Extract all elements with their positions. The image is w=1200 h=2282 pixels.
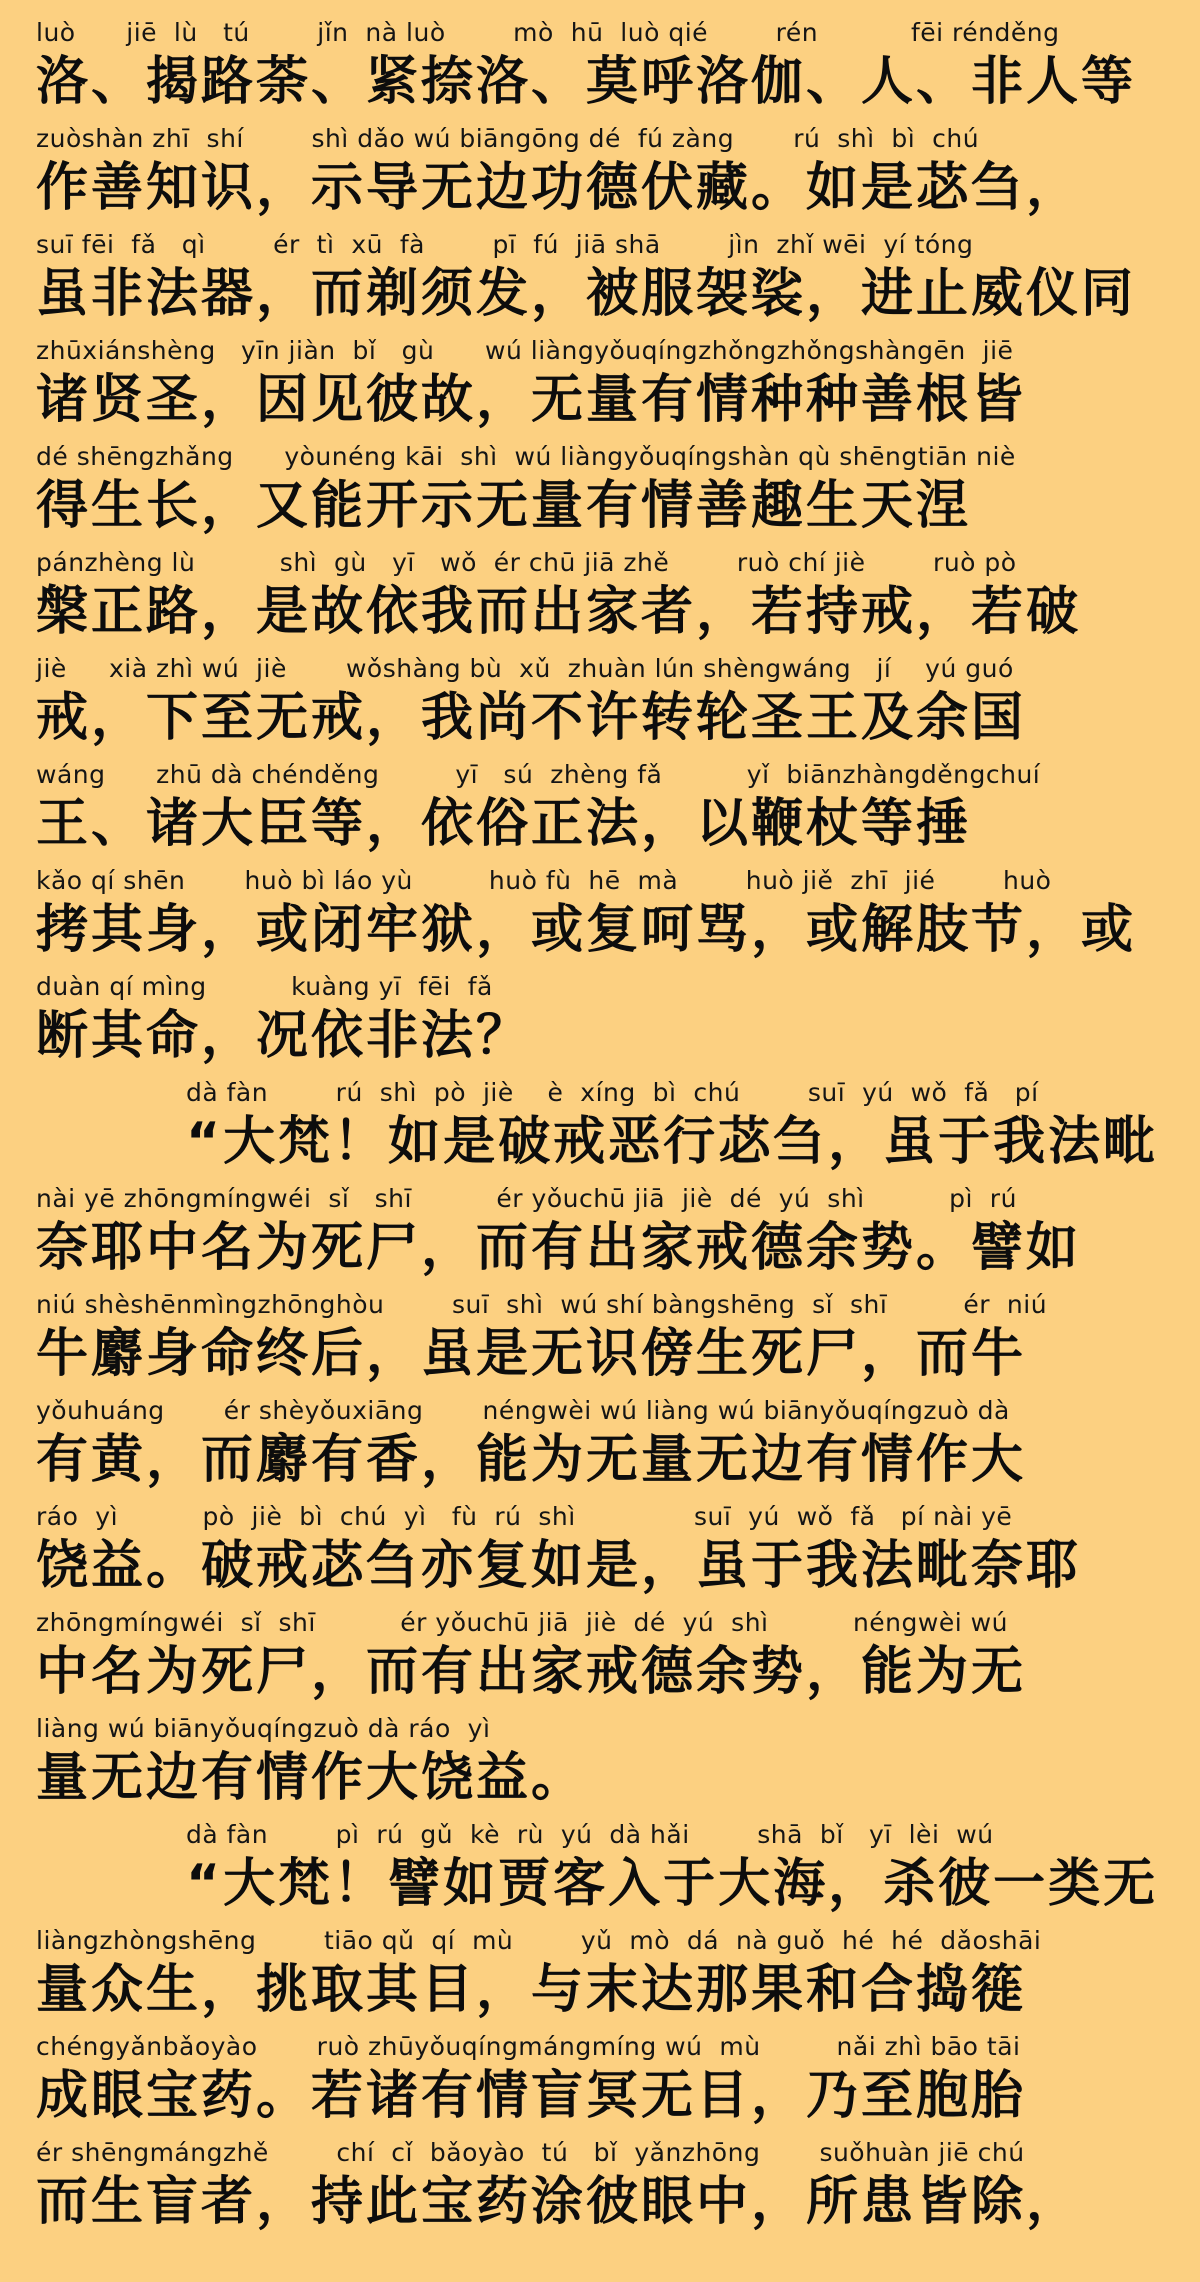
text-line — [36, 442, 1050, 548]
pinyin-annotation: dé shēngzhǎng yòunéng kāi shì wú liàngyǒuqíngshàn qù shēngtiān niè — [36, 442, 1016, 471]
text-line — [36, 1926, 1050, 2032]
chinese-text: 戒，下至无戒，我尚不许转轮圣王及余国 — [36, 688, 1027, 748]
text-line — [36, 654, 1050, 760]
pinyin-annotation: chéngyǎnbǎoyào ruò zhūyǒuqíngmángmíng wú mù nǎi zhì bāo tāi — [36, 2032, 1021, 2061]
text-line — [36, 336, 1050, 442]
chinese-text: 槃正路，是故依我而出家者，若持戒，若破 — [36, 582, 1082, 642]
text-line — [36, 760, 1050, 866]
pinyin-annotation: luò jiē lù tú jǐn nà luò mò hū luò qié rén fēi rénděng — [36, 18, 1060, 47]
chinese-text: 虽非法器，而剃须发，被服袈裟，进止威仪同 — [36, 264, 1137, 324]
pinyin-annotation: zhōngmíngwéi sǐ shī ér yǒuchū jiā jiè dé yú shì néngwèi wú — [36, 1608, 1008, 1637]
pinyin-annotation: suī fēi fǎ qì ér tì xū fà pī fú jiā shā jìn zhǐ wēi yí tóng — [36, 230, 974, 259]
chinese-text: 作善知识，示导无边功德伏藏。如是苾刍， — [36, 158, 1082, 218]
chinese-text: 成眼宝药。若诸有情盲冥无目，乃至胞胎 — [36, 2066, 1027, 2126]
text-line — [36, 230, 1137, 336]
chinese-text: 诸贤圣，因见彼故，无量有情种种善根皆 — [36, 370, 1027, 430]
text-line — [36, 2138, 1082, 2244]
chinese-text: “大梵！譬如贾客入于大海，杀彼一类无 — [186, 1854, 1159, 1914]
chinese-text: 王、诸大臣等，依俗正法，以鞭杖等捶 — [36, 794, 972, 854]
text-line — [36, 1078, 1159, 1184]
pinyin-annotation: niú shèshēnmìngzhōnghòu suī shì wú shí bàngshēng sǐ shī ér niú — [36, 1290, 1048, 1319]
pinyin-annotation: dà fàn pì rú gǔ kè rù yú dà hǎi shā bǐ yī lèi wú — [186, 1820, 994, 1849]
pinyin-annotation: nài yē zhōngmíngwéi sǐ shī ér yǒuchū jiā jiè dé yú shì pì rú — [36, 1184, 1017, 1213]
chinese-text: 而生盲者，持此宝药涂彼眼中，所患皆除， — [36, 2172, 1082, 2232]
text-line — [36, 1502, 1082, 1608]
pinyin-annotation: wáng zhū dà chénděng yī sú zhèng fǎ yǐ biānzhàngděngchuí — [36, 760, 1041, 789]
text-line — [36, 18, 1137, 124]
pinyin-annotation: ér shēngmángzhě chí cǐ bǎoyào tú bǐ yǎnzhōng suǒhuàn jiē chú — [36, 2138, 1025, 2167]
pinyin-annotation: duàn qí mìng kuàng yī fēi fǎ — [36, 972, 493, 1001]
chinese-text: 牛麝身命终后，虽是无识傍生死尸，而牛 — [36, 1324, 1027, 1384]
chinese-text: 奈耶中名为死尸，而有出家戒德余势。譬如 — [36, 1218, 1082, 1278]
chinese-text: 断其命，况依非法？ — [36, 1006, 532, 1066]
text-line — [36, 1820, 1159, 1926]
text-line — [36, 1714, 1050, 1820]
pinyin-annotation: jiè xià zhì wú jiè wǒshàng bù xǔ zhuàn lún shèngwáng jí yú guó — [36, 654, 1014, 683]
chinese-text: 得生长，又能开示无量有情善趣生天涅 — [36, 476, 972, 536]
text-line — [36, 2032, 1050, 2138]
chinese-text: 量众生，挑取其目，与末达那果和合捣簁 — [36, 1960, 1027, 2020]
text-line — [36, 866, 1137, 972]
text-line — [36, 548, 1082, 654]
chinese-text: 中名为死尸，而有出家戒德余势，能为无 — [36, 1642, 1027, 1702]
pinyin-annotation: liàngzhòngshēng tiāo qǔ qí mù yǔ mò dá nà guǒ hé hé dǎoshāi — [36, 1926, 1042, 1955]
chinese-text: 洛、揭路荼、紧捺洛、莫呼洛伽、人、非人等 — [36, 52, 1137, 112]
chinese-text: “大梵！如是破戒恶行苾刍，虽于我法毗 — [186, 1112, 1159, 1172]
pinyin-annotation: zuòshàn zhī shí shì dǎo wú biāngōng dé fú zàng rú shì bì chú — [36, 124, 980, 153]
pinyin-annotation: liàng wú biānyǒuqíngzuò dà ráo yì — [36, 1714, 491, 1743]
chinese-text: 量无边有情作大饶益。 — [36, 1748, 587, 1808]
text-line — [36, 1396, 1050, 1502]
pinyin-annotation: dà fàn rú shì pò jiè è xíng bì chú suī yú wǒ fǎ pí — [186, 1078, 1039, 1107]
pinyin-annotation: ráo yì pò jiè bì chú yì fù rú shì suī yú wǒ fǎ pí nài yē — [36, 1502, 1013, 1531]
pinyin-annotation: yǒuhuáng ér shèyǒuxiāng néngwèi wú liàng wú biānyǒuqíngzuò dà — [36, 1396, 1010, 1425]
text-line — [36, 124, 1082, 230]
text-line — [36, 1608, 1050, 1714]
pinyin-annotation: pánzhèng lù shì gù yī wǒ ér chū jiā zhě ruò chí jiè ruò pò — [36, 548, 1017, 577]
text-line — [36, 972, 1050, 1078]
chinese-text: 饶益。破戒苾刍亦复如是，虽于我法毗奈耶 — [36, 1536, 1082, 1596]
pinyin-annotation: kǎo qí shēn huò bì láo yù huò fù hē mà huò jiě zhī jié huò — [36, 866, 1052, 895]
text-line — [36, 1290, 1050, 1396]
text-line — [36, 1184, 1082, 1290]
chinese-text: 有黄，而麝有香，能为无量无边有情作大 — [36, 1430, 1027, 1490]
chinese-text: 拷其身，或闭牢狱，或复呵骂，或解肢节，或 — [36, 900, 1137, 960]
pinyin-annotation: zhūxiánshèng yīn jiàn bǐ gù wú liàngyǒuqíngzhǒngzhǒngshàngēn jiē — [36, 336, 1014, 365]
